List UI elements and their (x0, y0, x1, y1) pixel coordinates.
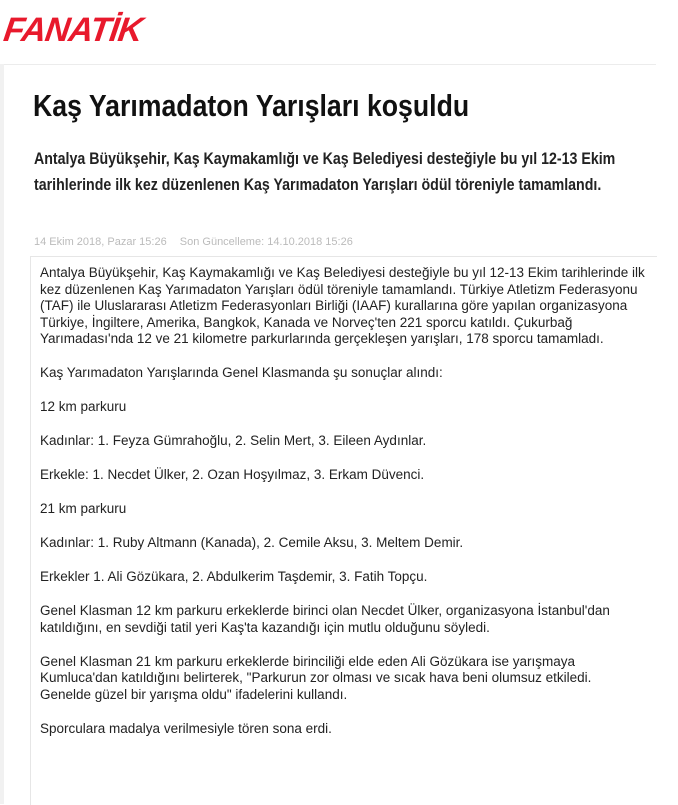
body-paragraph: Kaş Yarımadaton Yarışlarında Genel Klasmanda şu sonuçlar alındı: (40, 365, 443, 380)
header-divider (0, 64, 656, 65)
body-paragraph: 12 km parkuru (40, 399, 127, 414)
article-body (40, 265, 645, 755)
body-paragraph: Sporculara madalya verilmesiyle tören sona erdi. (40, 720, 332, 736)
article-meta (34, 236, 363, 248)
body-paragraph: Kadınlar: 1. Ruby Altmann (Kanada), 2. Cemile Aksu, 3. Meltem Demir. (40, 535, 464, 550)
body-paragraph: Erkekler 1. Ali Gözükara, 2. Abdulkerim Taşdemir, 3. Fatih Topçu. (40, 569, 428, 584)
logo-text: FANATİK (1, 11, 145, 49)
update-date: Son Güncelleme: 14.10.2018 15:26 (179, 236, 353, 248)
article-title: Kaş Yarımadaton Yarışları koşuldu (33, 88, 470, 123)
site-logo[interactable] (1, 10, 164, 50)
body-paragraph: Kadınlar: 1. Feyza Gümrahoğlu, 2. Selin Mert, 3. Eileen Aydınlar. (40, 433, 427, 448)
body-paragraph: Antalya Büyükşehir, Kaş Kaymakamlığı ve Kaş Belediyesi desteğiyle bu yıl 12-13 Ekim tarihlerinde ilk kez düzenlenen Kaş Yarımadaton Yarışları ödül töreniyle tamamlandı. Türkiye Atletizm Federasyonu (TAF) ile Uluslararası Atletizm Federasyonları Birliği (IAAF) kurallarına göre yapılan organizasyona Türkiye, İngiltere, Amerika, Bangkok, Kanada ve Norveç'ten 221 sporcu katıldı. Çukurbağ Yarımadası'nda 12 ve 21 kilometre parkurlarında gerçekleşen yarışları, 178 sporcu tamamladı. (40, 265, 645, 346)
article-summary: Antalya Büyükşehir, Kaş Kaymakamlığı ve Kaş Belediyesi desteğiyle bu yıl 12-13 Ekim tarihlerinde ilk kez düzenlenen Kaş Yarımadaton Yarışları ödül töreniyle tamamlandı. (34, 150, 616, 194)
body-paragraph: Genel Klasman 21 km parkuru erkeklerde birinciliği elde eden Ali Gözükara ise yarışmaya Kumluca'dan katıldığını belirterek, "Parkurun zor olması ve sıcak hava beni olumsuz etkiledi. Genelde güzel bir yarışma oldu" ifadelerini kullandı. (40, 653, 592, 702)
body-paragraph: Erkekle: 1. Necdet Ülker, 2. Ozan Hoşyılmaz, 3. Erkam Düvenci. (40, 467, 425, 482)
body-paragraph: 21 km parkuru (40, 501, 127, 516)
left-rail (0, 64, 4, 804)
publish-date: 14 Ekim 2018, Pazar 15:26 (34, 236, 167, 248)
body-paragraph: Genel Klasman 12 km parkuru erkeklerde birinci olan Necdet Ülker, organizasyona İstanbul'dan katıldığını, en sevdiği tatil yeri Kaş'ta kazandığı için mutlu olduğunu söyledi. (40, 603, 610, 635)
